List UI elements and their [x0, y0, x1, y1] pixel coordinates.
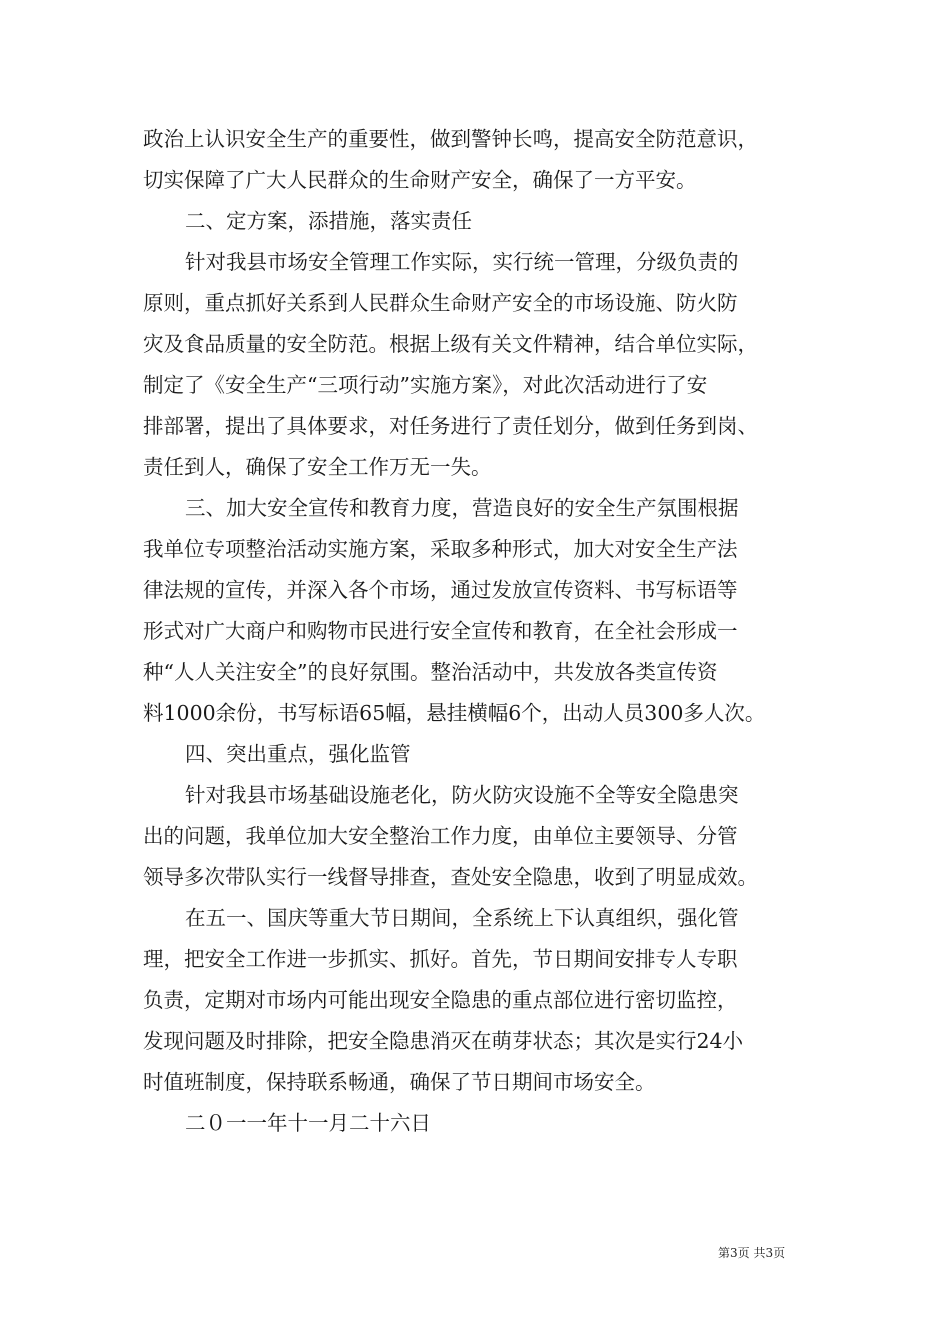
text-line: 灾及食品质量的安全防范。根据上级有关文件精神，结合单位实际，	[143, 332, 758, 356]
text-line: 形式对广大商户和购物市民进行安全宣传和教育，在全社会形成一	[143, 619, 738, 643]
document-date: 二０一一年十一月二十六日	[185, 1111, 431, 1135]
text-line: 制定了《安全生产“三项行动”实施方案》，对此次活动进行了安	[143, 373, 708, 397]
page-number-footer: 第3页 共3页	[718, 1246, 786, 1260]
text-line: 理，把安全工作进一步抓实、抓好。首先，节日期间安排专人专职	[143, 947, 738, 971]
text-line: 切实保障了广大人民群众的生命财产安全，确保了一方平安。	[143, 168, 697, 192]
text-line: 在五一、国庆等重大节日期间，全系统上下认真组织，强化管	[185, 906, 739, 930]
text-line: 排部署，提出了具体要求，对任务进行了责任划分，做到任务到岗、	[143, 414, 758, 438]
text-line: 责任到人，确保了安全工作万无一失。	[143, 455, 492, 479]
text-line: 针对我县市场基础设施老化，防火防灾设施不全等安全隐患突	[185, 783, 739, 807]
text-line: 时值班制度，保持联系畅通，确保了节日期间市场安全。	[143, 1070, 656, 1094]
text-line: 负责，定期对市场内可能出现安全隐患的重点部位进行密切监控，	[143, 988, 738, 1012]
text-line: 发现问题及时排除，把安全隐患消灭在萌芽状态；其次是实行24小	[143, 1029, 744, 1053]
section-heading: 四、突出重点，强化监管	[185, 742, 411, 766]
text-line: 领导多次带队实行一线督导排查，查处安全隐患，收到了明显成效。	[143, 865, 758, 889]
text-line: 政治上认识安全生产的重要性，做到警钟长鸣，提高安全防范意识，	[143, 127, 758, 151]
text-line: 出的问题，我单位加大安全整治工作力度，由单位主要领导、分管	[143, 824, 738, 848]
text-line: 种“人人关注安全”的良好氛围。整治活动中，共发放各类宣传资	[143, 660, 718, 684]
document-body	[143, 119, 827, 1144]
text-line: 针对我县市场安全管理工作实际，实行统一管理，分级负责的	[185, 250, 739, 274]
text-line: 原则，重点抓好关系到人民群众生命财产安全的市场设施、防火防	[143, 291, 738, 315]
text-line: 我单位专项整治活动实施方案，采取多种形式，加大对安全生产法	[143, 537, 738, 561]
text-line: 料1000余份，书写标语65幅，悬挂横幅6个，出动人员300多人次。	[143, 701, 766, 725]
text-line: 律法规的宣传，并深入各个市场，通过发放宣传资料、书写标语等	[143, 578, 738, 602]
section-heading: 二、定方案，添措施，落实责任	[185, 209, 472, 233]
section-heading: 三、加大安全宣传和教育力度，营造良好的安全生产氛围根据	[185, 496, 739, 520]
